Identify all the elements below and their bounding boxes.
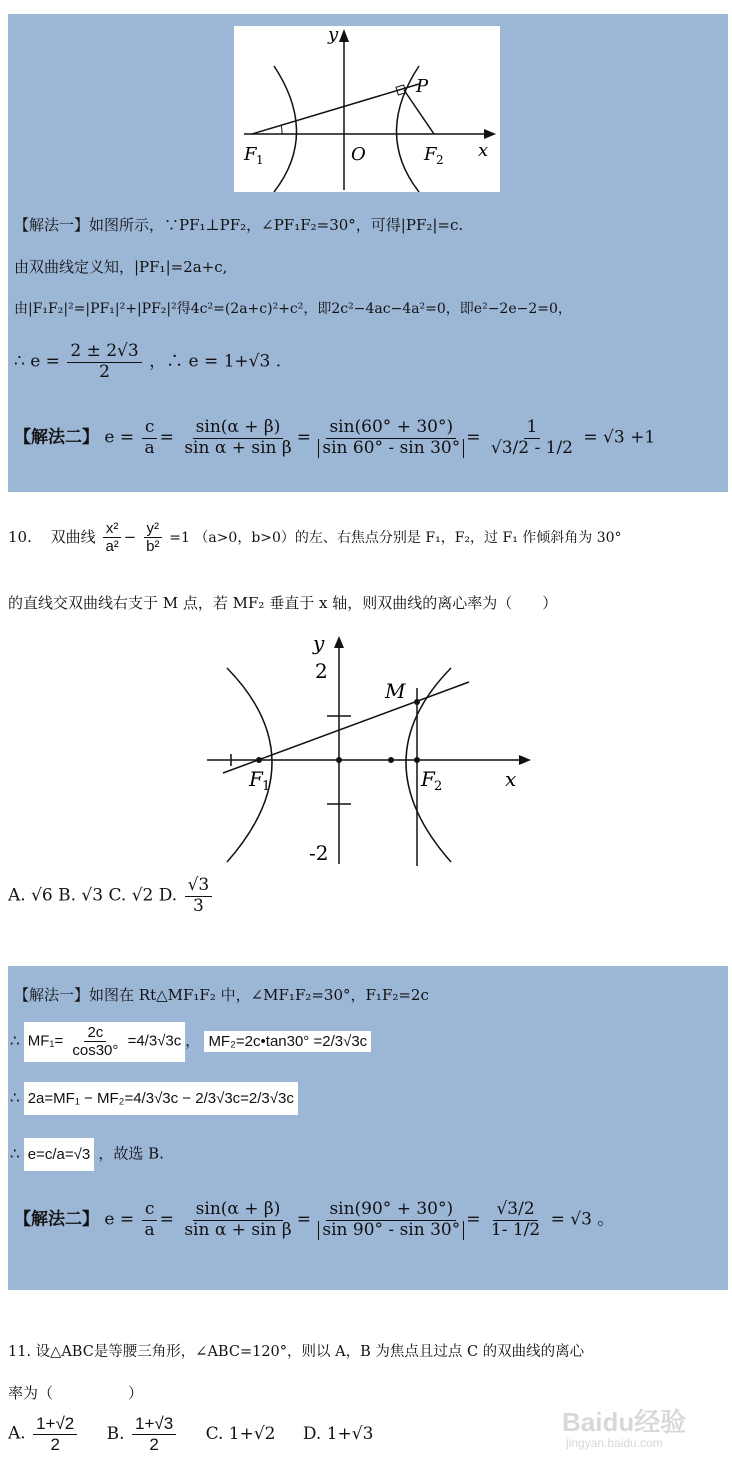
label-x: x — [505, 767, 517, 791]
frac-sin-sum — [181, 418, 294, 458]
label-f2: F — [421, 767, 435, 791]
mf1-post: =4/3√3c — [127, 1032, 182, 1050]
frac-numeric-num: 1 — [524, 418, 541, 439]
q11-opt-b-den: 2 — [149, 1434, 159, 1454]
therefore-1: ∴ — [10, 1032, 20, 1050]
method2-e: e = — [104, 1209, 135, 1230]
method2-label: 【解法二】 — [14, 427, 99, 448]
point-f2 — [414, 757, 420, 763]
point-f1 — [256, 757, 262, 763]
method2-e: e = — [104, 427, 135, 448]
q10-line2: 的直线交双曲线右支于 M 点，若 MF₂ 垂直于 x 轴，则双曲线的离心率为（ ） — [8, 594, 558, 612]
mf1-frac — [69, 1024, 121, 1060]
eq-x: x² — [103, 520, 122, 538]
q11-opt-b-label: B. — [106, 1423, 125, 1444]
q11-options — [8, 1414, 373, 1454]
y-axis-arrow — [334, 636, 344, 648]
left-branch — [274, 66, 297, 192]
frac-sin-values-num: sin(90° + 30°) — [326, 1200, 456, 1221]
watermark-url: jingyan.baidu.com — [566, 1436, 663, 1450]
eq-x-over-a — [102, 520, 121, 556]
frac-numeric — [488, 1200, 543, 1240]
frac-c-a — [142, 1200, 158, 1240]
block1-method2: 【解法二】 e = $\frac{c}{a}$ = $\frac{\sin(\alpha + \beta)}{\text{sin α + sin β}}$ = $\frac{\sin(60^\circ + 30^\circ)}{\sin 60^\circ - \sin 30^\circ}$ = $\frac{1}{√3/2 - 1/2}$ = √3 +1 — [14, 417, 656, 458]
q10-option-d-den: 3 — [193, 895, 204, 916]
label-f1-sub: 1 — [256, 153, 264, 167]
frac-sin-num: sin(α + β) — [193, 1200, 284, 1221]
frac-sin-den: sin α + sin β — [184, 1219, 292, 1240]
x-axis-arrow — [484, 129, 496, 139]
therefore-2: ∴ — [10, 1089, 20, 1107]
label-y: y — [313, 631, 325, 655]
q10-options — [8, 876, 214, 916]
frac-a: a — [144, 437, 155, 458]
q11-opt-b-num: 1+√3 — [132, 1414, 176, 1435]
q10-line1: 10. 双曲线 $\frac{\text{x²}}{\text{a²}}$ − $\frac{\text{y²}}{\text{b²}}$ =1 （a>0，b>0）的左、右焦点分别是 F₁，F₂，过 F₁ 作倾斜角为 30° — [8, 520, 622, 556]
point-origin — [336, 757, 342, 763]
eq-b: b² — [146, 538, 160, 556]
label-f1: F — [249, 767, 263, 791]
label-f1-sub: 1 — [262, 779, 271, 794]
frac-c-a — [142, 418, 158, 458]
q10-number: 10. — [8, 527, 32, 546]
q11-opt-a-label: A. — [8, 1423, 26, 1444]
q10-text1-post: =1 （a>0，b>0）的左、右焦点分别是 F₁，F₂，过 F₁ 作倾斜角为 30° — [169, 529, 622, 546]
frac-sin-sum — [181, 1200, 294, 1240]
eq-y-over-b — [143, 520, 162, 556]
mf1-pre: MF₁= — [27, 1032, 64, 1050]
block1-method1-line2: 由双曲线定义知，|PF₁|=2a+c, — [14, 258, 228, 276]
frac-numeric — [488, 418, 576, 458]
block2-method1-line1: 【解法一】如图在 Rt△MF₁F₂ 中，∠MF₁F₂=30°，F₁F₂=2c — [14, 986, 429, 1004]
fraction-e — [67, 342, 141, 382]
q11-opt-b — [132, 1414, 176, 1454]
frac-sin-values-den: sin 90° - sin 30° — [318, 1221, 464, 1241]
label-2: 2 — [315, 659, 328, 683]
e-equals: ∴ e = — [14, 351, 60, 372]
block1-method1-line1: 【解法一】如图所示，∵PF₁⊥PF₂，∠PF₁F₂=30°，可得|PF₂|=c. — [14, 216, 464, 234]
frac-a: a — [144, 1219, 155, 1240]
frac-sin-values-num: sin(60° + 30°) — [326, 418, 456, 439]
label-o: O — [351, 144, 366, 165]
solution-block-2 — [8, 966, 728, 1290]
frac-c: c — [142, 1200, 158, 1221]
label-y: y — [328, 26, 339, 45]
q11-opt-a-num: 1+√2 — [33, 1414, 77, 1435]
line-pf1 — [252, 84, 419, 134]
q10-option-d-num: √3 — [185, 876, 213, 897]
block2-method1-line2: ∴ MF₁= $\frac{2c}{\cos 30^\circ}$ =4/3√3c ， MF₂=2c•tan30° =2/3√3c — [10, 1022, 371, 1062]
label-f2: F — [424, 144, 437, 165]
hyperbola-graph-2 — [205, 630, 535, 866]
figure-hyperbola-2 — [205, 630, 535, 866]
eq-y: y² — [144, 520, 163, 538]
therefore-3: ∴ — [10, 1145, 20, 1163]
figure-hyperbola-1 — [234, 26, 500, 192]
eq-a: a² — [105, 538, 119, 556]
q10-text1-pre: 双曲线 — [50, 527, 96, 546]
label-f2-sub: 2 — [436, 153, 444, 167]
block2-method1-line4 — [10, 1138, 164, 1171]
watermark-brand: Baidu经验 — [562, 1407, 687, 1437]
q10-options-text: A. √6 B. √3 C. √2 D. — [8, 885, 178, 906]
frac-sin-values — [318, 418, 464, 458]
method2-result: = √3 。 — [550, 1209, 615, 1230]
frac-sin-values — [318, 1200, 464, 1240]
fraction-num: 2 ± 2√3 — [67, 342, 141, 363]
fraction-den: 2 — [99, 361, 110, 382]
mf1-frac-num: 2c — [84, 1024, 106, 1042]
block1-method1-line3: 由|F₁F₂|²=|PF₁|²+|PF₂|²得4c²=(2a+c)²+c²，即2c²−4ac−4a²=0，即e²−2e−2=0， — [14, 301, 572, 317]
label-m: M — [385, 679, 406, 703]
two-a-box: 2a=MF₁ − MF₂=4/3√3c − 2/3√3c=2/3√3c — [24, 1082, 298, 1115]
frac-numeric-den — [488, 439, 576, 459]
q11-opt-a — [33, 1414, 77, 1454]
mf1-box — [24, 1022, 186, 1062]
label-f1: F — [244, 144, 257, 165]
label-neg2: -2 — [309, 841, 329, 865]
block1-method1-line4 — [14, 342, 281, 382]
frac-sin-den: sin α + sin β — [184, 437, 292, 458]
point-m — [414, 699, 420, 705]
point-vertex — [388, 757, 394, 763]
left-branch — [227, 668, 272, 862]
method2-result: = √3 +1 — [583, 427, 656, 448]
mf1-frac-den: cos30° — [72, 1042, 119, 1060]
q11-line1: 11. 设△ABC是等腰三角形，∠ABC=120°，则以 A，B 为焦点且过点 C 的双曲线的离心 — [8, 1344, 585, 1360]
q11-opt-a-den: 2 — [50, 1434, 60, 1454]
label-f2-sub: 2 — [434, 779, 443, 794]
e-result: ，∴ e = 1+√3 . — [149, 351, 282, 372]
choose-b: ，故选 B. — [98, 1144, 164, 1163]
q11-opt-c: C. 1+√2 — [205, 1423, 276, 1444]
frac-sin-values-den: sin 60° - sin 30° — [318, 439, 464, 459]
angle-arc — [281, 125, 282, 134]
frac-sin-num: sin(α + β) — [193, 418, 284, 439]
label-x: x — [478, 140, 489, 161]
frac-numeric-den-b: - 1/2 — [534, 437, 573, 458]
block2-method2: 【解法二】 e = $\frac{c}{a}$ = $\frac{\sin(\alpha + \beta)}{\text{sin α + sin β}}$ = $\frac{\sin(90^\circ + 30^\circ)}{\sin 90^\circ - \sin 30^\circ}$ = $\frac{√3/2}{1- 1/2}$ = √3 。 — [14, 1199, 615, 1240]
frac-c: c — [142, 418, 158, 439]
frac-numeric-den: 1- 1/2 — [490, 1219, 541, 1240]
hyperbola-graph-1 — [234, 26, 500, 192]
block2-method1-line3 — [10, 1082, 298, 1115]
frac-numeric-num: √3/2 — [493, 1200, 537, 1221]
x-axis-arrow — [519, 755, 531, 765]
mf2-box: MF₂=2c•tan30° =2/3√3c — [204, 1031, 371, 1052]
e-box: e=c/a=√3 — [24, 1138, 94, 1171]
frac-numeric-den-a: √3/2 — [490, 437, 530, 458]
y-axis-arrow — [339, 29, 349, 42]
q11-line2: 率为（ ） — [8, 1384, 144, 1402]
q10-option-d — [185, 876, 213, 916]
method2-label: 【解法二】 — [14, 1209, 99, 1230]
label-p: P — [416, 76, 429, 97]
q11-opt-d: D. 1+√3 — [302, 1423, 374, 1444]
